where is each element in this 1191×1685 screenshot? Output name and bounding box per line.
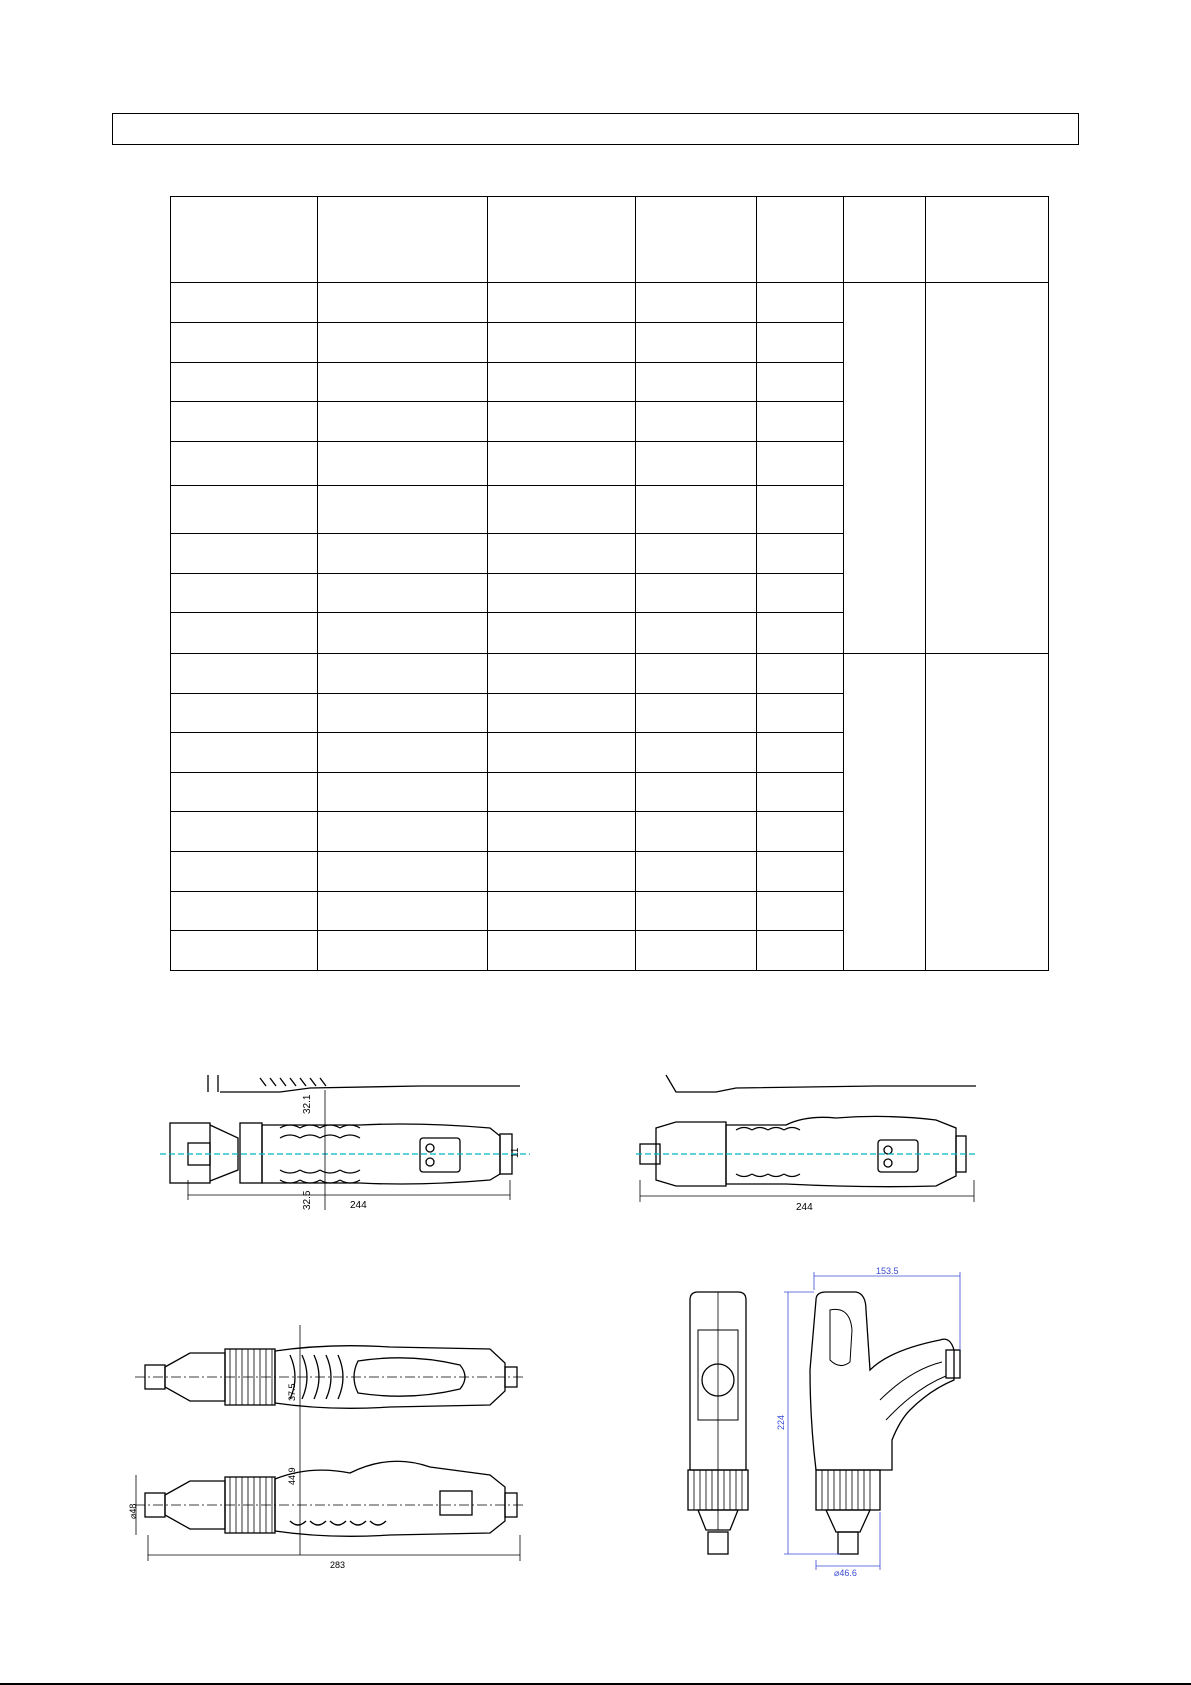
group-cell-c bbox=[844, 653, 926, 970]
table-row bbox=[171, 283, 1049, 323]
drawing-pistol-screwdriver bbox=[680, 1266, 1010, 1580]
group-cell-b bbox=[926, 283, 1049, 653]
drawing-inline-screwdriver-2 bbox=[636, 1070, 996, 1220]
dim-width-label: 153.5 bbox=[876, 1266, 899, 1276]
grip-ribs-side bbox=[290, 1521, 386, 1525]
dim-length-label: 283 bbox=[330, 1560, 346, 1570]
dim-diameter-label: ⌀46.6 bbox=[834, 1568, 857, 1578]
front-bit-holder bbox=[708, 1532, 728, 1554]
handle-side bbox=[275, 1461, 505, 1536]
dim-end-label: 11 bbox=[510, 1147, 521, 1158]
dim-lower-label: 44.9 bbox=[287, 1467, 297, 1485]
dim-height-label: 224 bbox=[776, 1414, 786, 1430]
grip-ribs-upper bbox=[280, 1125, 360, 1138]
side-knurled-collar bbox=[816, 1470, 880, 1510]
grip-ribs-lower bbox=[280, 1170, 360, 1183]
dim-upper-label: 37.5 bbox=[287, 1383, 297, 1401]
table-header-row bbox=[171, 197, 1049, 283]
dim-length-label: 244 bbox=[796, 1202, 813, 1213]
dim-diameter-label: ⌀48 bbox=[128, 1503, 138, 1519]
blue-dimensions bbox=[784, 1272, 960, 1570]
title-box bbox=[112, 113, 1079, 145]
dim-upper-label: 32.1 bbox=[302, 1094, 313, 1114]
dim-length-label: 244 bbox=[350, 1200, 367, 1211]
spec-table bbox=[170, 196, 1049, 971]
switch-panel bbox=[420, 1138, 460, 1172]
switch-panel bbox=[878, 1140, 918, 1172]
group-cell-d bbox=[926, 653, 1049, 970]
clutch-ring bbox=[240, 1123, 262, 1183]
side-bit-holder bbox=[838, 1532, 858, 1554]
chuck-housing bbox=[170, 1123, 210, 1183]
grip-ribs-partial bbox=[260, 1078, 326, 1086]
side-body bbox=[810, 1292, 954, 1470]
switch-panel-side bbox=[440, 1491, 472, 1515]
side-cable-end bbox=[946, 1350, 960, 1378]
drawing-inline-screwdriver-3 bbox=[130, 1325, 530, 1570]
dim-lower-label: 32.5 bbox=[302, 1190, 313, 1210]
table-row bbox=[171, 653, 1049, 693]
drawing-inline-screwdriver-1 bbox=[160, 1070, 540, 1220]
grip-ribs bbox=[736, 1128, 800, 1177]
group-cell-a bbox=[844, 283, 926, 653]
